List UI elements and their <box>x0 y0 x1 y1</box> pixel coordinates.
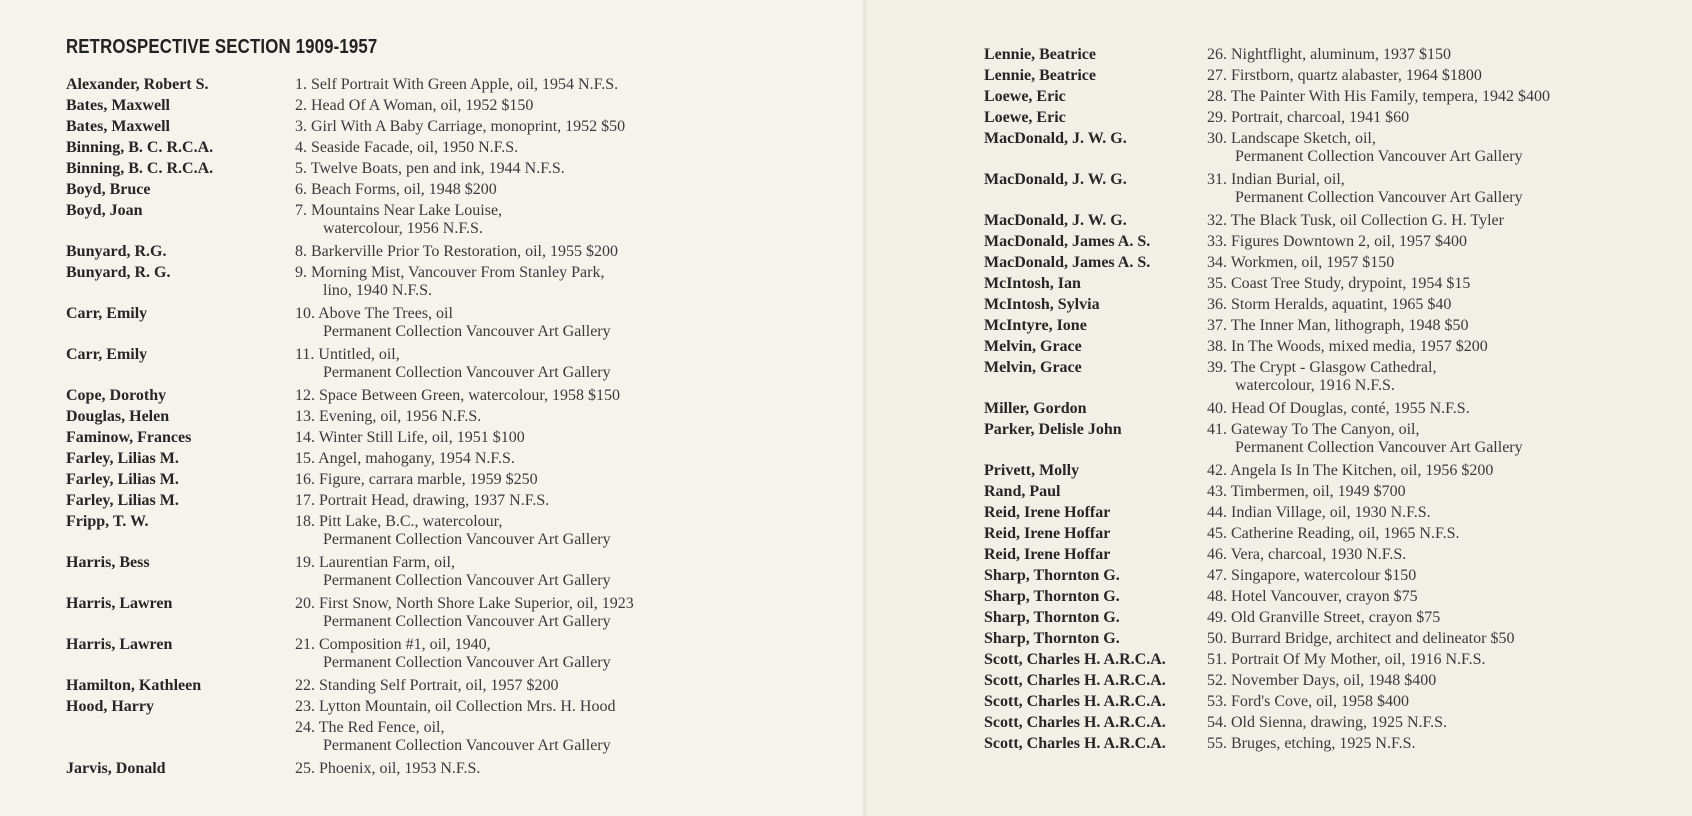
work-continuation-line: Permanent Collection Vancouver Art Gallery <box>1235 439 1523 456</box>
artist-name: Lennie, Beatrice <box>984 46 1096 63</box>
work-title-line: 33. Figures Downtown 2, oil, 1957 $400 <box>1207 233 1467 250</box>
work-title-line: 3. Girl With A Baby Carriage, monoprint, 1952 $50 <box>295 118 626 135</box>
work-title-line: 29. Portrait, charcoal, 1941 $60 <box>1207 109 1410 126</box>
work-description <box>1207 171 1523 207</box>
work-description <box>1207 421 1523 457</box>
artist-name: Reid, Irene Hoffar <box>984 525 1111 542</box>
work-title-line: 39. The Crypt - Glasgow Cathedral, <box>1207 359 1437 376</box>
artist-name: Reid, Irene Hoffar <box>984 504 1111 521</box>
work-title-line: 19. Laurentian Farm, oil, <box>295 554 455 571</box>
work-description <box>1207 130 1523 166</box>
artist-name: Binning, B. C. R.C.A. <box>66 160 214 177</box>
work-continuation-line: Permanent Collection Vancouver Art Gallery <box>1235 189 1523 206</box>
artist-name: Harris, Bess <box>66 554 150 571</box>
work-description <box>295 450 515 468</box>
artist-name: Bates, Maxwell <box>66 97 170 114</box>
work-description <box>295 305 611 341</box>
artist-name: Lennie, Beatrice <box>984 67 1096 84</box>
work-description <box>295 160 565 178</box>
artist-name: Faminow, Frances <box>66 429 192 446</box>
work-description <box>295 202 502 238</box>
work-title-line: 14. Winter Still Life, oil, 1951 $100 <box>295 429 525 446</box>
artist-name: McIntosh, Sylvia <box>984 296 1100 313</box>
work-description <box>1207 714 1447 732</box>
work-description <box>295 636 611 672</box>
artist-name: Miller, Gordon <box>984 400 1087 417</box>
work-title-line: 2. Head Of A Woman, oil, 1952 $150 <box>295 97 534 114</box>
work-title-line: 9. Morning Mist, Vancouver From Stanley Park, <box>295 264 605 281</box>
artist-name: Bunyard, R. G. <box>66 264 171 281</box>
work-title-line: 43. Timbermen, oil, 1949 $700 <box>1207 483 1406 500</box>
work-title-line: 12. Space Between Green, watercolour, 1958 $150 <box>295 387 621 404</box>
work-title-line: 31. Indian Burial, oil, <box>1207 171 1345 188</box>
work-title-line: 44. Indian Village, oil, 1930 N.F.S. <box>1207 504 1431 521</box>
work-title-line: 13. Evening, oil, 1956 N.F.S. <box>295 408 482 425</box>
work-continuation-line: watercolour, 1916 N.F.S. <box>1235 377 1395 394</box>
artist-name: Carr, Emily <box>66 346 148 363</box>
artist-name: Scott, Charles H. A.R.C.A. <box>984 672 1166 689</box>
work-description <box>1207 567 1416 585</box>
work-description <box>295 554 611 590</box>
work-description <box>1207 67 1482 85</box>
work-title-line: 16. Figure, carrara marble, 1959 $250 <box>295 471 538 488</box>
artist-name: MacDonald, James A. S. <box>984 254 1151 271</box>
work-title-line: 36. Storm Heralds, aquatint, 1965 $40 <box>1207 296 1452 313</box>
work-title-line: 34. Workmen, oil, 1957 $150 <box>1207 254 1395 271</box>
work-description <box>295 181 497 199</box>
artist-name: Bates, Maxwell <box>66 118 170 135</box>
work-title-line: 8. Barkerville Prior To Restoration, oil, 1955 $200 <box>295 243 618 260</box>
work-description <box>1207 88 1550 106</box>
work-continuation-line: Permanent Collection Vancouver Art Gallery <box>323 613 611 630</box>
work-title-line: 40. Head Of Douglas, conté, 1955 N.F.S. <box>1207 400 1470 417</box>
artist-name: Parker, Delisle John <box>984 421 1122 438</box>
artist-name: Sharp, Thornton G. <box>984 609 1120 626</box>
work-continuation-line: Permanent Collection Vancouver Art Gallery <box>323 323 611 340</box>
work-title-line: 20. First Snow, North Shore Lake Superior, oil, 1923 <box>295 595 634 612</box>
artist-name: Boyd, Bruce <box>66 181 151 198</box>
work-title-line: 10. Above The Trees, oil <box>295 305 453 322</box>
work-description <box>295 492 549 510</box>
work-title-line: 30. Landscape Sketch, oil, <box>1207 130 1376 147</box>
artist-name: Scott, Charles H. A.R.C.A. <box>984 693 1166 710</box>
artist-name: Douglas, Helen <box>66 408 170 425</box>
work-description <box>1207 109 1409 127</box>
artist-name: Hamilton, Kathleen <box>66 677 202 694</box>
work-title-line: 27. Firstborn, quartz alabaster, 1964 $1800 <box>1207 67 1482 84</box>
work-description <box>295 346 611 382</box>
work-title-line: 15. Angel, mahogany, 1954 N.F.S. <box>295 450 515 467</box>
work-title-line: 50. Burrard Bridge, architect and delineator $50 <box>1207 630 1515 647</box>
artist-name: Scott, Charles H. A.R.C.A. <box>984 735 1166 752</box>
work-title-line: 18. Pitt Lake, B.C., watercolour, <box>295 513 503 530</box>
work-description <box>1207 483 1406 501</box>
artist-name: McIntyre, Ione <box>984 317 1087 334</box>
work-description <box>1207 338 1488 356</box>
artist-name: Sharp, Thornton G. <box>984 567 1120 584</box>
work-title-line: 35. Coast Tree Study, drypoint, 1954 $15 <box>1207 275 1471 292</box>
work-title-line: 52. November Days, oil, 1948 $400 <box>1207 672 1437 689</box>
artist-name: Hood, Harry <box>66 698 154 715</box>
work-title-line: 37. The Inner Man, lithograph, 1948 $50 <box>1207 317 1469 334</box>
work-title-line: 26. Nightflight, aluminum, 1937 $150 <box>1207 46 1451 63</box>
artist-name: Melvin, Grace <box>984 359 1082 376</box>
work-title-line: 48. Hotel Vancouver, crayon $75 <box>1207 588 1418 605</box>
work-title-line: 41. Gateway To The Canyon, oil, <box>1207 421 1420 438</box>
work-description <box>1207 588 1418 606</box>
work-title-line: 17. Portrait Head, drawing, 1937 N.F.S. <box>295 492 550 509</box>
artist-name: Farley, Lilias M. <box>66 492 179 509</box>
artist-name: Sharp, Thornton G. <box>984 630 1120 647</box>
artist-name: Privett, Molly <box>984 462 1080 479</box>
work-title-line: 4. Seaside Facade, oil, 1950 N.F.S. <box>295 139 519 156</box>
work-description <box>295 243 618 261</box>
work-description <box>1207 693 1409 711</box>
work-title-line: 21. Composition #1, oil, 1940, <box>295 636 491 653</box>
work-title-line: 32. The Black Tusk, oil Collection G. H. Tyler <box>1207 212 1504 229</box>
work-title-line: 1. Self Portrait With Green Apple, oil, 1954 N.F.S. <box>295 76 619 93</box>
work-title-line: 28. The Painter With His Family, tempera, 1942 $400 <box>1207 88 1551 105</box>
work-description <box>1207 630 1514 648</box>
work-description <box>295 97 533 115</box>
work-continuation-line: Permanent Collection Vancouver Art Gallery <box>1235 148 1523 165</box>
artist-name: Loewe, Eric <box>984 109 1066 126</box>
artist-name: Scott, Charles H. A.R.C.A. <box>984 714 1166 731</box>
artist-name: Bunyard, R.G. <box>66 243 167 260</box>
artist-name: MacDonald, J. W. G. <box>984 212 1127 229</box>
work-description <box>1207 317 1468 335</box>
artist-name: Scott, Charles H. A.R.C.A. <box>984 651 1166 668</box>
work-description <box>295 139 518 157</box>
right-entry-list <box>866 0 1692 816</box>
work-title-line: 22. Standing Self Portrait, oil, 1957 $200 <box>295 677 559 694</box>
work-description <box>1207 233 1467 251</box>
artist-name: Alexander, Robert S. <box>66 76 209 93</box>
work-description <box>295 719 611 755</box>
work-description <box>1207 525 1459 543</box>
work-title-line: 51. Portrait Of My Mother, oil, 1916 N.F.S. <box>1207 651 1486 668</box>
artist-name: Rand, Paul <box>984 483 1061 500</box>
artist-name: Harris, Lawren <box>66 595 173 612</box>
work-continuation-line: Permanent Collection Vancouver Art Gallery <box>323 654 611 671</box>
work-continuation-line: Permanent Collection Vancouver Art Gallery <box>323 737 611 754</box>
artist-name: Sharp, Thornton G. <box>984 588 1120 605</box>
work-description <box>295 698 615 716</box>
work-title-line: 45. Catherine Reading, oil, 1965 N.F.S. <box>1207 525 1460 542</box>
section-heading: RETROSPECTIVE SECTION 1909-1957 <box>66 36 378 58</box>
work-description <box>295 677 559 695</box>
work-description <box>295 760 480 778</box>
work-title-line: 24. The Red Fence, oil, <box>295 719 445 736</box>
artist-name: Reid, Irene Hoffar <box>984 546 1111 563</box>
right-page <box>866 0 1692 816</box>
artist-name: Farley, Lilias M. <box>66 450 179 467</box>
artist-name: Fripp, T. W. <box>66 513 149 530</box>
work-title-line: 25. Phoenix, oil, 1953 N.F.S. <box>295 760 481 777</box>
work-description <box>1207 400 1470 418</box>
work-title-line: 55. Bruges, etching, 1925 N.F.S. <box>1207 735 1416 752</box>
artist-name: MacDonald, James A. S. <box>984 233 1151 250</box>
artist-name: Jarvis, Donald <box>66 760 166 777</box>
work-title-line: 5. Twelve Boats, pen and ink, 1944 N.F.S. <box>295 160 565 177</box>
work-description <box>1207 546 1406 564</box>
work-title-line: 53. Ford's Cove, oil, 1958 $400 <box>1207 693 1409 710</box>
work-description <box>295 387 620 405</box>
artist-name: Harris, Lawren <box>66 636 173 653</box>
work-description <box>295 264 604 300</box>
artist-name: McIntosh, Ian <box>984 275 1081 292</box>
work-description <box>1207 651 1486 669</box>
work-continuation-line: Permanent Collection Vancouver Art Gallery <box>323 364 611 381</box>
work-description <box>1207 46 1451 64</box>
work-description <box>295 76 618 94</box>
artist-name: Melvin, Grace <box>984 338 1082 355</box>
work-description <box>295 513 611 549</box>
work-description <box>295 595 634 631</box>
work-title-line: 6. Beach Forms, oil, 1948 $200 <box>295 181 497 198</box>
work-continuation-line: Permanent Collection Vancouver Art Gallery <box>323 531 611 548</box>
work-title-line: 46. Vera, charcoal, 1930 N.F.S. <box>1207 546 1407 563</box>
work-description <box>1207 609 1440 627</box>
work-description <box>295 408 481 426</box>
work-description <box>1207 672 1436 690</box>
work-description <box>1207 462 1493 480</box>
work-description <box>1207 296 1451 314</box>
work-title-line: 47. Singapore, watercolour $150 <box>1207 567 1417 584</box>
work-description <box>295 118 625 136</box>
work-description <box>295 429 525 447</box>
work-title-line: 23. Lytton Mountain, oil Collection Mrs. H. Hood <box>295 698 616 715</box>
artist-name: Loewe, Eric <box>984 88 1066 105</box>
work-description <box>1207 735 1416 753</box>
work-title-line: 38. In The Woods, mixed media, 1957 $200 <box>1207 338 1488 355</box>
work-title-line: 11. Untitled, oil, <box>295 346 400 363</box>
work-description <box>1207 275 1470 293</box>
work-title-line: 54. Old Sienna, drawing, 1925 N.F.S. <box>1207 714 1448 731</box>
artist-name: Cope, Dorothy <box>66 387 167 404</box>
artist-name: MacDonald, J. W. G. <box>984 130 1127 147</box>
work-continuation-line: watercolour, 1956 N.F.S. <box>323 220 483 237</box>
work-description <box>1207 212 1504 230</box>
work-description <box>1207 359 1436 395</box>
artist-name: MacDonald, J. W. G. <box>984 171 1127 188</box>
work-continuation-line: lino, 1940 N.F.S. <box>323 282 432 299</box>
work-continuation-line: Permanent Collection Vancouver Art Gallery <box>323 572 611 589</box>
artist-name: Farley, Lilias M. <box>66 471 179 488</box>
work-description <box>295 471 538 489</box>
work-title-line: 49. Old Granville Street, crayon $75 <box>1207 609 1441 626</box>
artist-name: Binning, B. C. R.C.A. <box>66 139 214 156</box>
artist-name: Carr, Emily <box>66 305 148 322</box>
work-description <box>1207 504 1431 522</box>
work-title-line: 42. Angela Is In The Kitchen, oil, 1956 $200 <box>1207 462 1494 479</box>
artist-name: Boyd, Joan <box>66 202 143 219</box>
work-title-line: 7. Mountains Near Lake Louise, <box>295 202 503 219</box>
work-description <box>1207 254 1394 272</box>
